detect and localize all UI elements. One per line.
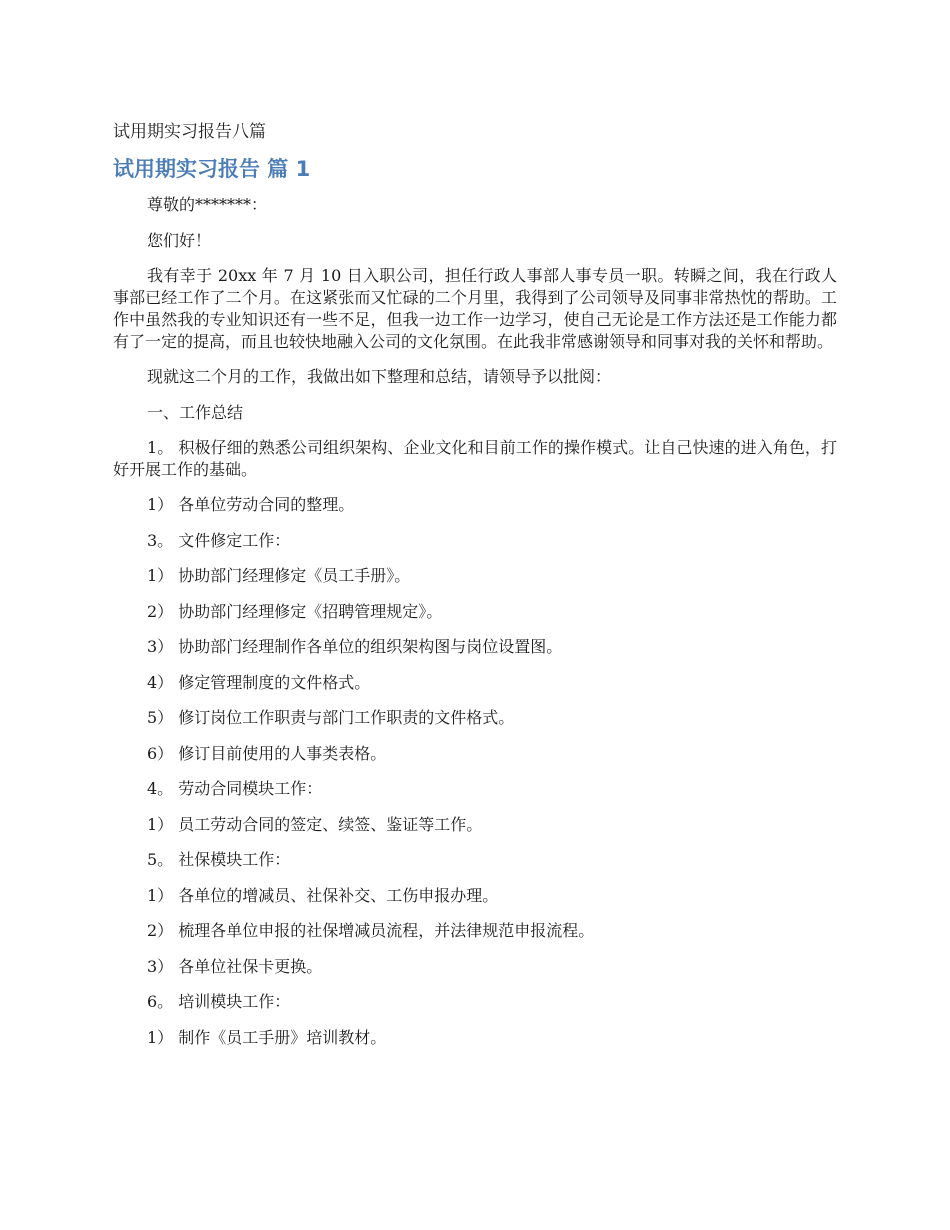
salutation: 尊敬的*******： (147, 195, 268, 214)
list-item: 2） 协助部门经理修定《招聘管理规定》。 (147, 601, 443, 621)
list-item: 3） 各单位社保卡更换。 (147, 956, 323, 976)
list-item: 1） 员工劳动合同的签定、续签、鉴证等工作。 (147, 814, 483, 834)
list-item: 1） 各单位的增减员、社保补交、工伤申报办理。 (147, 885, 499, 905)
list-item: 4） 修定管理制度的文件格式。 (147, 672, 371, 692)
list-item: 3） 协助部门经理制作各单位的组织架构图与岗位设置图。 (147, 637, 563, 656)
list-item: 5。 社保模块工作： (147, 850, 291, 869)
list-item: 5） 修订岗位工作职责与部门工作职责的文件格式。 (147, 708, 515, 727)
document-title: 试用期实习报告八篇 (113, 122, 266, 142)
list-item: 2） 梳理各单位申报的社保增减员流程，并法律规范申报流程。 (147, 921, 595, 940)
summary-intro: 现就这二个月的工作，我做出如下整理和总结，请领导予以批阅： (147, 367, 612, 386)
list-item: 1。 积极仔细的熟悉公司组织架构、企业文化和目前工作的操作模式。让自己快速的进入角色，打好开展工作的基础。 (113, 438, 837, 479)
section-heading: 试用期实习报告 篇 1 (113, 157, 311, 181)
greeting: 您们好！ (147, 230, 212, 250)
list-item: 6。 培训模块工作： (147, 992, 291, 1011)
list-item: 1） 协助部门经理修定《员工手册》。 (147, 566, 411, 585)
list-item: 1） 制作《员工手册》培训教材。 (147, 1027, 387, 1047)
list-item: 6） 修订目前使用的人事类表格。 (147, 743, 387, 763)
intro-paragraph: 我有幸于 20xx 年 7 月 10 日入职公司，担任行政人事部人事专员一职。转瞬之间，我在行政人事部已经工作了二个月。在这紧张而又忙碌的二个月里，我得到了公司领导及同事非常热忱的帮助。工作中虽然我的专业知识还有一些不足，但我一边工作一边学习，使自己无论是工作方法还是工作能力都有了一定的提高，而且也较快地融入公司的文化氛围。在此我非常感谢领导和同事对我的关怀和帮助。 (113, 266, 837, 351)
section-work-summary: 一、工作总结 (147, 402, 244, 422)
list-item: 4。 劳动合同模块工作： (147, 779, 323, 798)
list-item: 1） 各单位劳动合同的整理。 (147, 495, 355, 514)
list-item: 3。 文件修定工作： (147, 530, 291, 550)
document-page (113, 120, 837, 1062)
